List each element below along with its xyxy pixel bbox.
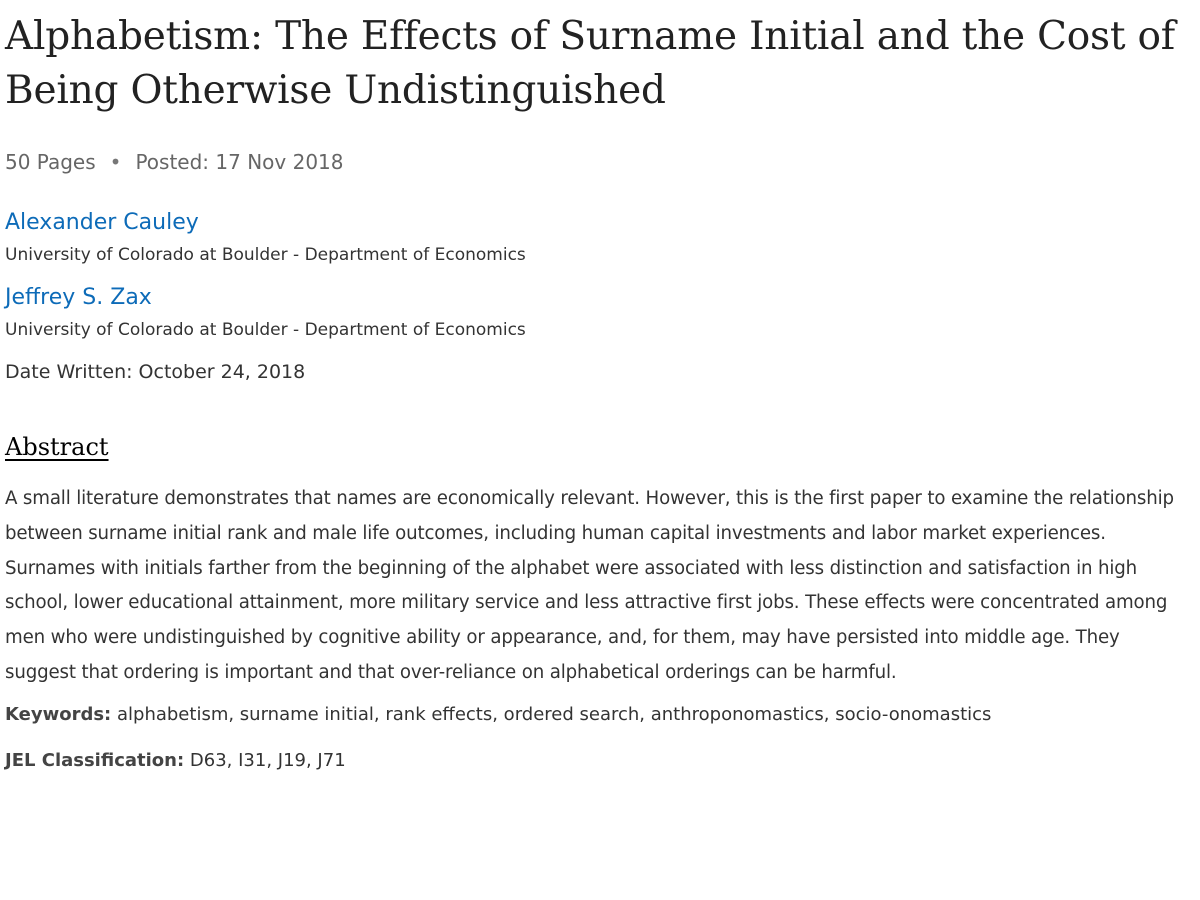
jel-value: D63, I31, J19, J71 xyxy=(189,749,346,771)
abstract-heading: Abstract xyxy=(5,433,109,461)
paper-meta xyxy=(5,148,1190,176)
keywords-value: alphabetism, surname initial, rank effects, ordered search, anthroponomastics, socio-onomastics xyxy=(116,703,992,725)
author-link-zax[interactable]: Jeffrey S. Zax xyxy=(5,285,152,310)
author-entry xyxy=(5,208,1190,267)
author-link-cauley[interactable]: Alexander Cauley xyxy=(5,210,199,235)
page-count: 50 Pages xyxy=(5,150,96,174)
author-entry xyxy=(5,283,1190,342)
keywords-label: Keywords: xyxy=(5,703,112,725)
paper-title: Alphabetism: The Effects of Surname Initial and the Cost of Being Otherwise Undistinguished xyxy=(5,14,1176,113)
abstract-text: A small literature demonstrates that names are economically relevant. However, this is the first paper to examine the relationship between surname initial rank and male life outcomes, including human capital investments and labor market experiences. Surnames with initials farther from the beginning of the alphabet were associated with less distinction and satisfaction in high school, lower educational attainment, more military service and less attractive first jobs. These effects were concentrated among men who were undistinguished by cognitive ability or appearance, and, for them, may have persisted into middle age. They suggest that ordering is important and that over-reliance on alphabetical orderings can be harmful. xyxy=(5,487,1174,683)
author-affiliation: University of Colorado at Boulder - Department of Economics xyxy=(5,245,526,265)
meta-separator: • xyxy=(109,150,122,174)
posted-date: Posted: 17 Nov 2018 xyxy=(135,150,344,174)
keywords-line xyxy=(5,701,1190,729)
date-written: Date Written: October 24, 2018 xyxy=(5,361,306,383)
jel-label: JEL Classification: xyxy=(5,749,185,771)
jel-classification-line xyxy=(5,747,1190,775)
paper-page xyxy=(5,10,1190,775)
author-list xyxy=(5,208,1190,342)
author-affiliation: University of Colorado at Boulder - Department of Economics xyxy=(5,320,526,340)
